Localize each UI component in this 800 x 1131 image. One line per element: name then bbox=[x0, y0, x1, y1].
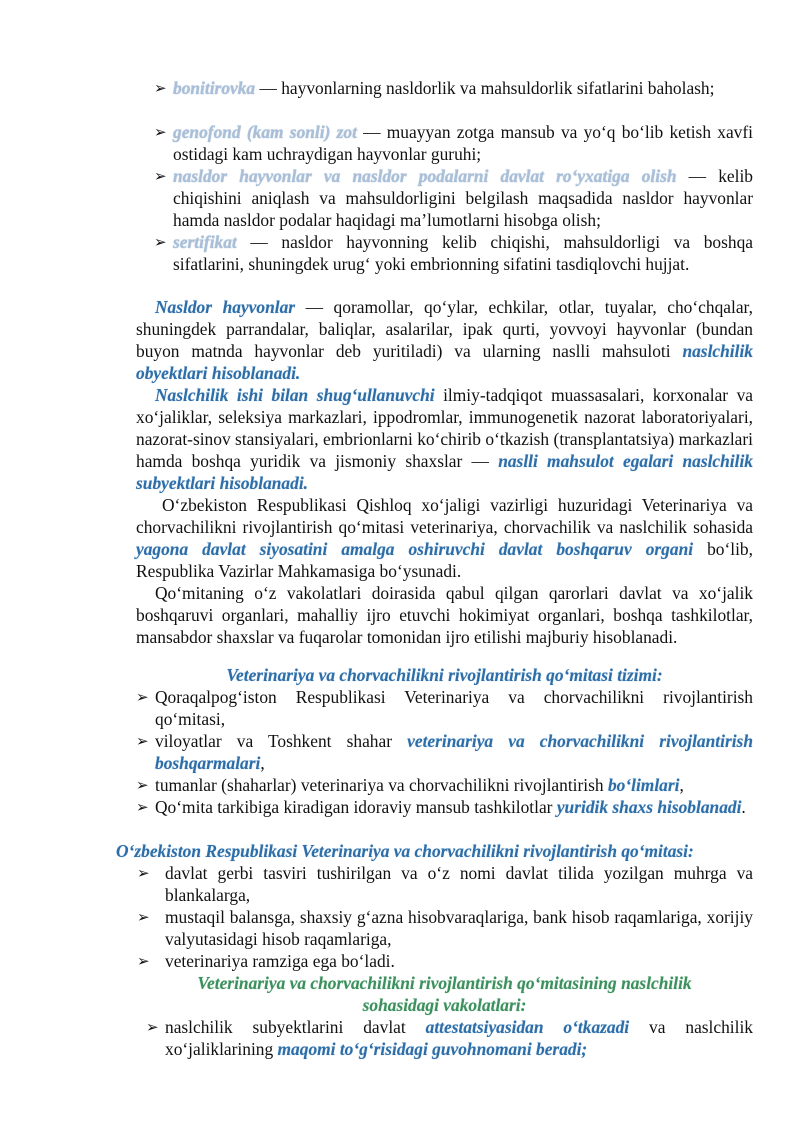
list-item bbox=[137, 862, 753, 906]
definition-text: — hayvonlarning nasldorlik va mahsuldorlik sifatlarini baholash; bbox=[255, 78, 715, 98]
term: genofond (kam sonli) zot bbox=[173, 122, 357, 142]
paragraph-text: bo‘lib, Respublika Vazirlar Mahkamasiga bo‘ysunadi. bbox=[136, 539, 753, 581]
bullet-arrow-icon: ➢ bbox=[154, 233, 167, 251]
emphasis: Nasldor hayvonlar bbox=[155, 297, 296, 317]
list-item-text: Qoraqalpog‘iston Respublikasi Veterinariya va chorvachilikni rivojlantirish qo‘mitasi, bbox=[155, 687, 753, 729]
definition-item bbox=[154, 77, 753, 99]
definition-text: — muayyan zotga mansub va yo‘q bo‘lib ketish xavfi ostidagi kam uchraydigan hayvonlar guruhi; bbox=[173, 122, 753, 164]
bullet-arrow-icon: ➢ bbox=[137, 864, 150, 882]
emphasis: maqomi to‘g‘risidagi guvohnomani beradi; bbox=[277, 1039, 588, 1059]
list-item-text: viloyatlar va Toshkent shahar bbox=[155, 731, 408, 751]
list-item bbox=[137, 906, 753, 950]
list-item-text: , bbox=[679, 775, 684, 795]
bullet-arrow-icon: ➢ bbox=[136, 798, 149, 816]
bullet-arrow-icon: ➢ bbox=[154, 79, 167, 97]
bullet-arrow-icon: ➢ bbox=[136, 688, 149, 706]
emphasis: attestatsiyasidan o‘tkazadi bbox=[425, 1017, 630, 1037]
emphasis: veterinariya va chorvachilikni rivojlantirish boshqarmalari bbox=[155, 731, 753, 773]
paragraph-text: Qo‘mitaning o‘z vakolatlari doirasida qabul qilgan qarorlari davlat va xo‘jalik boshqaruvi organlari, mahalliy ijro etuvchi hokimiyat organlari, boshqa tashkilotlar, mansabdor shaxslar va fuqarolar tomonidan ijro etilishi majburiy hisoblanadi. bbox=[136, 583, 753, 647]
paragraph bbox=[136, 494, 753, 582]
list-item-text: Qo‘mita tarkibiga kiradigan idoraviy mansub tashkilotlar bbox=[155, 797, 557, 817]
bullet-arrow-icon: ➢ bbox=[136, 776, 149, 794]
section-heading: Veterinariya va chorvachilikni rivojlantirish qo‘mitasi tizimi: bbox=[226, 665, 663, 685]
paragraph bbox=[136, 296, 753, 384]
heading-line: Veterinariya va chorvachilikni rivojlantirish qo‘mitasining naslchilik bbox=[197, 973, 692, 993]
list-item-text: , bbox=[260, 753, 265, 773]
emphasis: yuridik shaxs hisoblanadi bbox=[556, 797, 742, 817]
emphasis: Naslchilik ishi bilan shug‘ullanuvchi bbox=[155, 385, 435, 405]
bullet-arrow-icon: ➢ bbox=[137, 908, 150, 926]
heading-line: sohasidagi vakolatlari: bbox=[362, 995, 527, 1015]
list-item bbox=[137, 950, 753, 972]
bullet-arrow-icon: ➢ bbox=[137, 952, 150, 970]
bullet-arrow-icon: ➢ bbox=[154, 167, 167, 185]
list-item-text: tumanlar (shaharlar) veterinariya va chorvachilikni rivojlantirish bbox=[155, 775, 608, 795]
emphasis: naslchilik obyektlari hisoblanadi. bbox=[136, 341, 753, 383]
term: sertifikat bbox=[173, 232, 237, 252]
paragraph-text: — qoramollar, qo‘ylar, echkilar, otlar, tuyalar, cho‘chqalar, shuningdek parrandalar, baliqlar, asalarilar, ipak qurti, yovvoyi hayvonlar (bundan buyon matnda hayvonlar deb yuritiladi) va ularning naslli mahsuloti bbox=[136, 297, 753, 361]
list-item-text: veterinariya ramziga ega bo‘ladi. bbox=[165, 951, 395, 971]
bullet-arrow-icon: ➢ bbox=[136, 732, 149, 750]
paragraph bbox=[136, 384, 753, 494]
definition-text: — nasldor hayvonning kelib chiqishi, mahsuldorligi va boshqa sifatlarini, shuningdek urug‘ yoki embrionning sifatini tasdiqlovchi hujjat. bbox=[173, 232, 753, 274]
list-item bbox=[136, 774, 753, 796]
list-item bbox=[136, 730, 753, 774]
emphasis: naslli mahsulot egalari naslchilik subyektlari hisoblanadi. bbox=[136, 451, 753, 493]
emphasis: yagona davlat siyosatini amalga oshiruvchi davlat boshqaruv organi bbox=[136, 539, 694, 559]
emphasis: bo‘limlari bbox=[607, 775, 680, 795]
list-item-text: naslchilik subyektlarini davlat bbox=[165, 1017, 426, 1037]
list-item bbox=[136, 686, 753, 730]
definition-item bbox=[154, 231, 753, 275]
list-item-text: va naslchilik xo‘jaliklarining bbox=[165, 1017, 753, 1059]
paragraph bbox=[136, 582, 753, 648]
definition-item bbox=[154, 165, 753, 231]
section-heading bbox=[136, 972, 753, 1016]
list-item bbox=[136, 796, 753, 818]
definition-item bbox=[154, 121, 753, 165]
list-item bbox=[146, 1016, 753, 1060]
bullet-arrow-icon: ➢ bbox=[146, 1018, 159, 1036]
list-item-text: . bbox=[741, 797, 746, 817]
definition-text: — kelib chiqishini aniqlash va mahsuldorligini belgilash maqsadida nasldor hayvonlar hamda nasldor podalar haqidagi ma’lumotlarni hisobga olish; bbox=[173, 166, 753, 230]
list-item-text: davlat gerbi tasviri tushirilgan va o‘z nomi davlat tilida yozilgan muhrga va blankalarga, bbox=[165, 863, 753, 905]
term: bonitirovka bbox=[173, 78, 256, 98]
paragraph-text: O‘zbekiston Respublikasi Qishloq xo‘jaligi vazirligi huzuridagi Veterinariya va chorvachilikni rivojlantirish qo‘mitasi veterinariya, chorvachilik va naslchilik sohasida bbox=[136, 495, 753, 537]
list-item-text: mustaqil balansga, shaxsiy g‘azna hisobvaraqlariga, bank hisob raqamlariga, xorijiy valyutasidagi hisob raqamlariga, bbox=[165, 907, 753, 949]
paragraph-text: ilmiy-tadqiqot muassasalari, korxonalar va xo‘jaliklar, seleksiya markazlari, ippodromlar, immunogenetik nazorat laboratoriyalari, nazorat-sinov stansiyalari, embrionlarni ko‘chirib o‘tkazish (transplantatsiya) markazlari hamda boshqa yuridik va jismoniy shaxslar — bbox=[136, 385, 753, 471]
section-heading: O‘zbekiston Respublikasi Veterinariya va chorvachilikni rivojlantirish qo‘mitasi: bbox=[116, 841, 694, 861]
bullet-arrow-icon: ➢ bbox=[154, 123, 167, 141]
term: nasldor hayvonlar va nasldor podalarni davlat ro‘yxatiga olish bbox=[173, 166, 677, 186]
